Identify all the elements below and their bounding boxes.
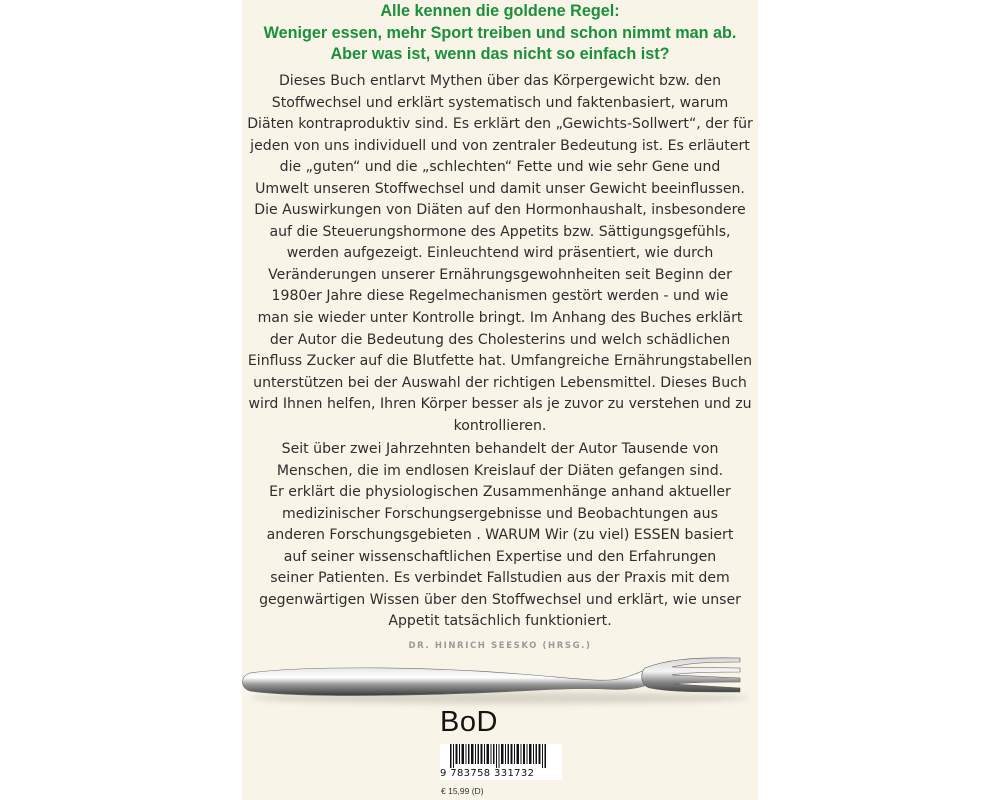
publisher-logo: BoD	[440, 706, 498, 738]
text-line: die „guten“ und die „schlechten“ Fette und wie sehr Gene und	[279, 159, 721, 176]
description-paragraph-1	[242, 71, 758, 437]
text-line: auf die Steuerungshormone des Appetits bzw. Sättigungsgefühls,	[269, 223, 731, 240]
text-line: Diäten kontraproduktiv sind. Es erklärt den „Gewichts-Sollwert“, der für	[247, 116, 753, 133]
text-line: Dieses Buch entlarvt Mythen über das Körpergewicht bzw. den	[278, 73, 722, 89]
author-credit: DR. HINRICH SEESKO (HRSG.)	[408, 641, 592, 651]
text-line: jeden von uns individuell und von zentraler Bedeutung ist. Es erläutert	[250, 137, 750, 154]
text-line: werden aufgezeigt. Einleuchtend wird präsentiert, wie durch	[286, 245, 714, 262]
headline-line-2: Weniger essen, mehr Sport treiben und schon nimmt man ab.	[263, 23, 737, 42]
text-line: Stoffwechsel und erklärt systematisch und faktenbasiert, warum	[271, 94, 729, 111]
barcode-icon	[440, 744, 562, 768]
text-line: kontrollieren.	[453, 417, 547, 434]
text-line: Die Auswirkungen von Diäten auf den Hormonhaushalt, insbesondere	[254, 202, 746, 219]
headline-line-3: Aber was ist, wenn das nicht so einfach ist?	[330, 45, 670, 63]
text-line: wird Ihnen helfen, Ihren Körper besser als je zuvor zu verstehen und zu	[248, 396, 752, 413]
isbn-barcode	[440, 744, 562, 780]
text-line: anderen Forschungsgebieten . WARUM Wir (zu viel) ESSEN basiert	[266, 527, 734, 544]
text-line: Er erklärt die physiologischen Zusammenhänge anhand aktueller	[269, 484, 731, 501]
text-line: man sie wieder unter Kontrolle bringt. Im Anhang des Buches erklärt	[257, 310, 743, 327]
text-line: seiner Patienten. Es verbindet Fallstudien aus der Praxis mit dem	[270, 570, 730, 587]
text-line: medizinischer Forschungsergebnisse und Beobachtungen aus	[282, 505, 718, 522]
text-line: unterstützen bei der Auswahl der richtigen Lebensmittel. Dieses Buch	[253, 374, 747, 391]
text-line: der Autor die Bedeutung des Cholesterins und welch schädlichen	[269, 331, 731, 348]
headline	[242, 1, 758, 66]
text-line: Seit über zwei Jahrzehnten behandelt der Autor Tausende von	[281, 441, 719, 457]
text-line: Einfluss Zucker auf die Blutfette hat. Umfangreiche Ernährungstabellen	[247, 353, 753, 370]
description-paragraph-2	[242, 439, 758, 633]
text-line: 1980er Jahre diese Regelmechanismen gestört werden - und wie	[271, 288, 729, 305]
headline-line-1: Alle kennen die goldene Regel:	[380, 2, 620, 20]
text-line: Veränderungen unserer Ernährungsgewohnheiten seit Beginn der	[268, 266, 732, 283]
text-line: gegenwärtigen Wissen über den Stoffwechsel und erklärt, wie unser	[259, 591, 741, 608]
text-line: Umwelt unseren Stoffwechsel und damit unser Gewicht beeinflussen.	[255, 180, 745, 197]
fork-icon	[0, 648, 1000, 718]
text-line: auf seiner wissenschaftlichen Expertise und den Erfahrungen	[283, 548, 717, 565]
text-line: Appetit tatsächlich funktioniert.	[388, 613, 612, 630]
text-line: Menschen, die im endlosen Kreislauf der Diäten gefangen sind.	[276, 462, 724, 479]
price-label: € 15,99 (D)	[441, 786, 484, 796]
barcode-number: 9 783758 331732	[440, 768, 535, 779]
